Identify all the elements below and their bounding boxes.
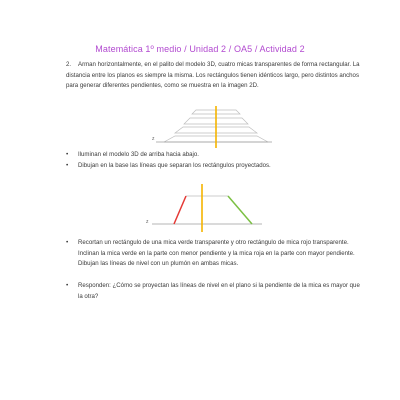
list-item: • Responden: ¿Cómo se proyectan las líneas de nivel en el plano si la pendiente de la mica es mayor que la otra? <box>66 281 366 302</box>
list-item: • Recortan un rectángulo de una mica verde transparente y otro rectángulo de mica rojo transparente. Inclinan la mica verde en la parte con menor pendiente y la mica roja en la parte con mayor pendiente. Dibujan las líneas de nivel con un plumón en ambas micas. <box>66 238 366 270</box>
bullet-list-b <box>66 238 366 270</box>
axis-label-2: z <box>146 219 149 225</box>
step-text: Arman horizontalmente, en el palito del modelo 3D, cuatro micas transparentes de forma rectangular. La distancia entre los planos es siempre la misma. Los rectángulos tienen idénticos largo, pero distintos anchos para generar diferentes pendientes, como se muestra en la imagen 2D. <box>66 61 360 90</box>
page-title: Matemática 1º medio / Unidad 2 / OA5 / Actividad 2 <box>95 44 305 54</box>
red-slope <box>174 196 186 224</box>
bullet-list-c <box>66 281 366 302</box>
step-number: 2. <box>66 61 72 68</box>
list-item: • Iluminan el modelo 3D de arriba hacia abajo. <box>66 150 366 161</box>
green-slope <box>228 196 252 224</box>
axis-label-1: z <box>152 136 155 142</box>
list-item: • Dibujan en la base las líneas que separan los rectángulos proyectados. <box>66 161 366 172</box>
